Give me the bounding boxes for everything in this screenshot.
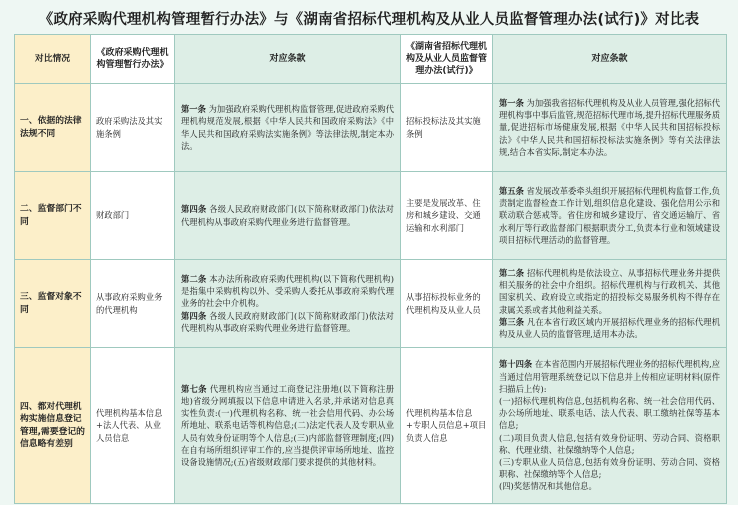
row-label: 一、依据的法律法规不同 — [15, 84, 91, 172]
row-label: 三、监督对象不同 — [15, 260, 91, 348]
clause-number: 第七条 — [181, 383, 207, 394]
hn-clauses — [493, 260, 727, 348]
clause-text: 在本省范围内开展招标代理业务的招标代理机构,应当通过信用管理系统登记以下信息并上传相应证明材料(原件扫描后上传): — [499, 359, 721, 394]
clause-text: 招标代理机构是依法设立、从事招标代理业务并提供相关服务的社会中介组织。招标代理机构与行政机关、其他国家机关、政府设立或指定的招投标交易服务机构不得存在隶属关系或者其他利益关系。 — [499, 267, 720, 315]
clause-number: 第二条 — [181, 273, 207, 284]
header-hn-clauses: 对应条款 — [493, 35, 727, 84]
clause-text: 凡在本省行政区域内开展招标代理业务的招标代理机构及从业人员的监督管理,适用本办法。 — [499, 316, 720, 339]
header-gov-clauses: 对应条款 — [175, 35, 401, 84]
header-comparison: 对比情况 — [15, 35, 91, 84]
clause-text: 为加强我省招标代理机构及从业人员管理,强化招标代理机构事中事后监管,规范招标代理市场,提升招标代理服务质量,促进招标市场健康发展,根据《中华人民共和国招标投标法》《中华人民共和国招标投标法实施条例》等有关法律法规,结合本省实际,制定本办法。 — [499, 97, 721, 157]
gov-summary: 从事政府采购业务的代理机构 — [91, 260, 175, 348]
clause-text: 各级人民政府财政部门(以下简称财政部门)依法对代理机构从事政府采购代理业务进行监督管理。 — [181, 204, 394, 227]
clause-number: 第三条 — [499, 316, 525, 327]
clause-text: (二)项目负责人信息,包括有效身份证明、劳动合同、资格职称、代理业绩、社保缴纳等个人信息; — [499, 432, 720, 455]
hn-summary: 招标投标法及其实施条例 — [401, 84, 493, 172]
hn-clauses — [493, 172, 727, 260]
clause-text: (一)招标代理机构信息,包括机构名称、统一社会信用代码、办公场所地址、联系电话、法人代表、职工缴纳社保等基本信息; — [499, 395, 720, 431]
comparison-table — [14, 34, 727, 504]
page-title: 《政府采购代理机构管理暂行办法》与《湖南省招标代理机构及从业人员监督管理办法(试行)》对比表 — [38, 12, 700, 28]
table-row — [15, 348, 727, 504]
table-header-row — [15, 35, 727, 84]
gov-summary: 政府采购法及其实施条例 — [91, 84, 175, 172]
table-row — [15, 260, 727, 348]
gov-clauses — [175, 84, 401, 172]
clause-number: 第四条 — [181, 204, 207, 215]
table-row — [15, 172, 727, 260]
clause-number: 第五条 — [499, 185, 524, 196]
row-label: 二、监督部门不同 — [15, 172, 91, 260]
clause-text: 各级人民政府财政部门(以下简称财政部门)依法对代理机构从事政府采购代理业务进行监督管理。 — [181, 310, 394, 333]
gov-summary: 代理机构基本信息+法人代表、从业人员信息 — [91, 348, 175, 504]
clause-number: 第二条 — [499, 267, 525, 278]
clause-text: 为加强政府采购代理机构监督管理,促进政府采购代理机构规范发展,根据《中华人民共和国政府采购法》《中华人民共和国政府采购法实施条例》等法律法规,制定本办法。 — [181, 104, 395, 151]
header-hn-regulation: 《湖南省招标代理机构及从业人员监督管理办法(试行)》 — [401, 35, 493, 84]
hn-summary: 主要是发展改革、住房和城乡建设、交通运输和水利部门 — [401, 172, 493, 260]
clause-number: 第四条 — [181, 310, 207, 321]
hn-summary: 代理机构基本信息+专职人员信息+项目负责人信息 — [401, 348, 493, 504]
clause-text: (三)专职从业人员信息,包括有效身份证明、劳动合同、资格职称、社保缴纳等个人信息; — [499, 457, 720, 480]
clause-number: 第一条 — [181, 104, 206, 115]
hn-clauses — [493, 348, 727, 504]
hn-clauses — [493, 84, 727, 172]
hn-summary: 从事招标投标业务的代理机构及从业人员 — [401, 260, 493, 348]
clause-number: 第十四条 — [499, 359, 533, 370]
clause-text: 代理机构应当通过工商登记注册地(以下简称注册地)省级分网填报以下信息申请进入名录,并承诺对信息真实性负责:(一)代理机构名称、统一社会信用代码、办公场所地址、联系电话等机构信息;(二)法定代表人及专职从业人员有效身份证明等个人信息;(三)内部监督管理制度;(四)在自有场所组织评审工作的,应当提供评审场所地址、监控设备设施情况;(五)省级财政部门要求提供的其他材料。 — [181, 383, 394, 467]
row-label: 四、都对代理机构实施信息登记管理,需要登记的信息略有差别 — [15, 348, 91, 504]
clause-text: 省发展改革委牵头组织开展招标代理机构监督工作,负责制定监督检查工作计划,组织信息化建设、强化信用公示和联动联合惩戒等。省住房和城乡建设厅、省交通运输厅、省水利厅等行政监督部门根据职责分工,负责本行业和领域建设项目招标代理活动的监督管理。 — [499, 185, 721, 245]
table-row — [15, 84, 727, 172]
clause-number: 第一条 — [499, 97, 524, 108]
clause-text: 本办法所称政府采购代理机构(以下简称代理机构)是指集中采购机构以外、受采购人委托从事政府采购代理业务的社会中介机构。 — [181, 273, 394, 309]
gov-clauses — [175, 260, 401, 348]
gov-clauses — [175, 172, 401, 260]
gov-clauses — [175, 348, 401, 504]
header-gov-regulation: 《政府采购代理机构管理暂行办法》 — [91, 35, 175, 84]
gov-summary: 财政部门 — [91, 172, 175, 260]
clause-text: (四)奖惩情况和其他信息。 — [499, 481, 597, 492]
